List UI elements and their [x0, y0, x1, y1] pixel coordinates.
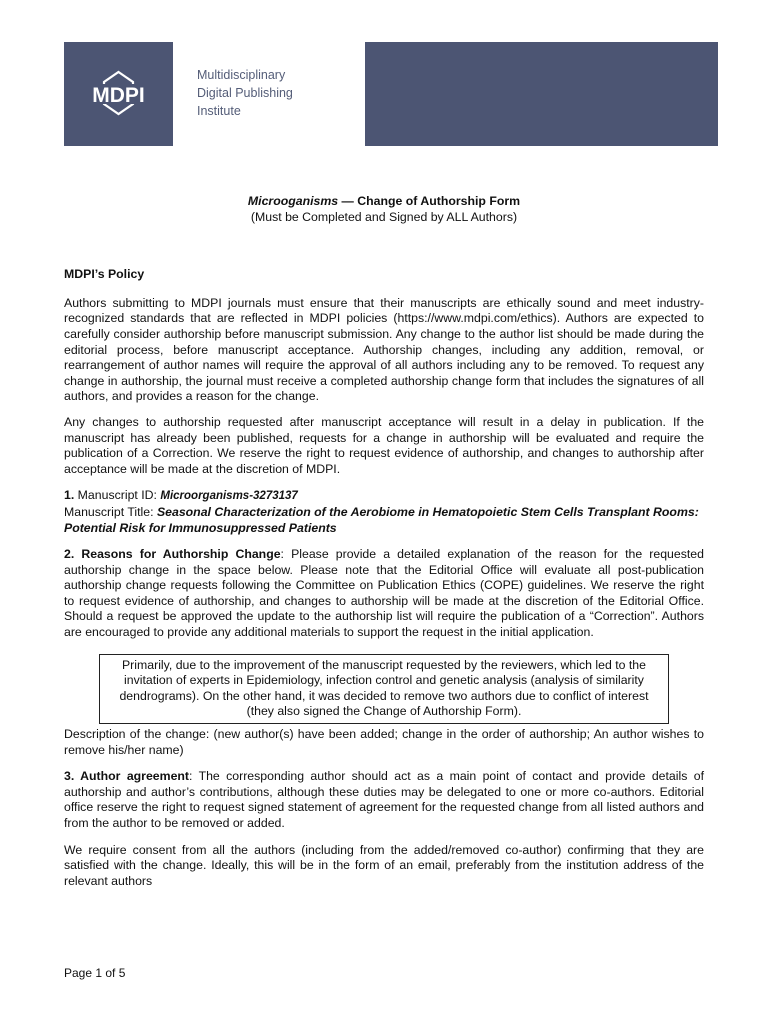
reasons-heading: 2. Reasons for Authorship Change: [64, 547, 281, 562]
document-body: [64, 194, 704, 889]
manuscript-title-value: Seasonal Characterization of the Aerobiome in Hematopoietic Stem Cells Transplant Rooms: Potential Risk for Immunosuppressed Patients: [64, 504, 699, 535]
policy-paragraph-1: Authors submitting to MDPI journals must ensure that their manuscripts are ethically sound and meet industry-recognized standards that are reflected in MDPI policies (https://www.mdpi.com/ethics). Authors are expected to carefully consider authorship before manuscript submission. Any change to the author list should be made during the editorial process, before manuscript acceptance. Authorship changes, including any addition, removal, or rearrangement of author names will require the approval of all authors including any to be removed. To request any change in authorship, the journal must receive a completed authorship change form that includes the signatures of all authors, and provides a reason for the change.: [64, 295, 704, 404]
policy-paragraph-2: Any changes to authorship requested after manuscript acceptance will result in a delay in publication. If the manuscript has already been published, requests for a change in authorship will be evaluated and require the publication of a Correction. We reserve the right to request evidence of authorship, and changes to authorship after acceptance will be made at the discretion of MDPI.: [64, 414, 704, 476]
change-description: Description of the change: (new author(s) have been added; change in the order of authorship; An author wishes to remove his/her name): [64, 727, 704, 757]
manuscript-info: [64, 488, 704, 536]
manuscript-id-line: [64, 488, 704, 505]
form-subtitle: (Must be Completed and Signed by ALL Authors): [250, 209, 518, 224]
author-agreement-text: : The corresponding author should act as a main point of contact and provide details of authorship and author’s contributions, although these duties may be delegated to one or more co-authors. Editorial office reserve the right to request signed statement of agreement for the requested change from all listed authors and from the author to be removed or added.: [64, 769, 704, 830]
logo-text: MDPI: [92, 84, 145, 107]
author-agreement-heading: 3. Author agreement: [64, 769, 190, 784]
mdpi-logo: [64, 42, 173, 146]
policy-heading: MDPI’s Policy: [64, 267, 145, 282]
reason-input-box[interactable]: Primarily, due to the improvement of the manuscript requested by the reviewers, which led to the invitation of experts in Epidemiology, infection control and genetic analysis (analysis of similarity dendrograms). On the other hand, it was decided to remove two authors due to conflict of interest (they also signed the Change of Authorship Form).: [99, 654, 669, 724]
form-title-text: — Change of Authorship Form: [338, 194, 521, 208]
reasons-text: : Please provide a detailed explanation of the reason for the requested authorship change in the space below. Please note that the Editorial Office will evaluate all post-publication authorship change requests following the Committee on Publication Ethics (COPE) guidelines. We reserve the right to request evidence of authorship, and changes to authorship will be made at the discretion of the Editorial Office. Should a request be approved the update to the authorship list will require the publication of a “Correction”. Authors are encouraged to provide any additional materials to support the request in the initial application.: [64, 547, 704, 640]
institute-line: Institute: [197, 104, 241, 118]
manuscript-id-value: Microorganisms-3273137: [160, 490, 298, 503]
section-number: 1.: [64, 488, 75, 503]
institute-name: [197, 66, 293, 120]
manuscript-id-label: Manuscript ID:: [74, 488, 161, 503]
form-title: [64, 194, 704, 210]
manuscript-title-label: Manuscript Title:: [64, 504, 157, 519]
journal-name: Microoganisms: [247, 194, 339, 208]
header-banner: [365, 42, 718, 146]
page-number: Page 1 of 5: [64, 966, 126, 980]
mdpi-logo-graphic: [64, 42, 173, 146]
institute-line: Multidisciplinary: [197, 68, 286, 82]
manuscript-title-line: [64, 505, 704, 536]
author-agreement-paragraph: [64, 769, 704, 831]
reasons-paragraph: [64, 547, 704, 641]
institute-line: Digital Publishing: [197, 86, 293, 100]
consent-paragraph: We require consent from all the authors (including from the added/removed co-author) confirming that they are satisfied with the change. Ideally, this will be in the form of an email, preferably from the institution address of the relevant authors: [64, 842, 704, 888]
